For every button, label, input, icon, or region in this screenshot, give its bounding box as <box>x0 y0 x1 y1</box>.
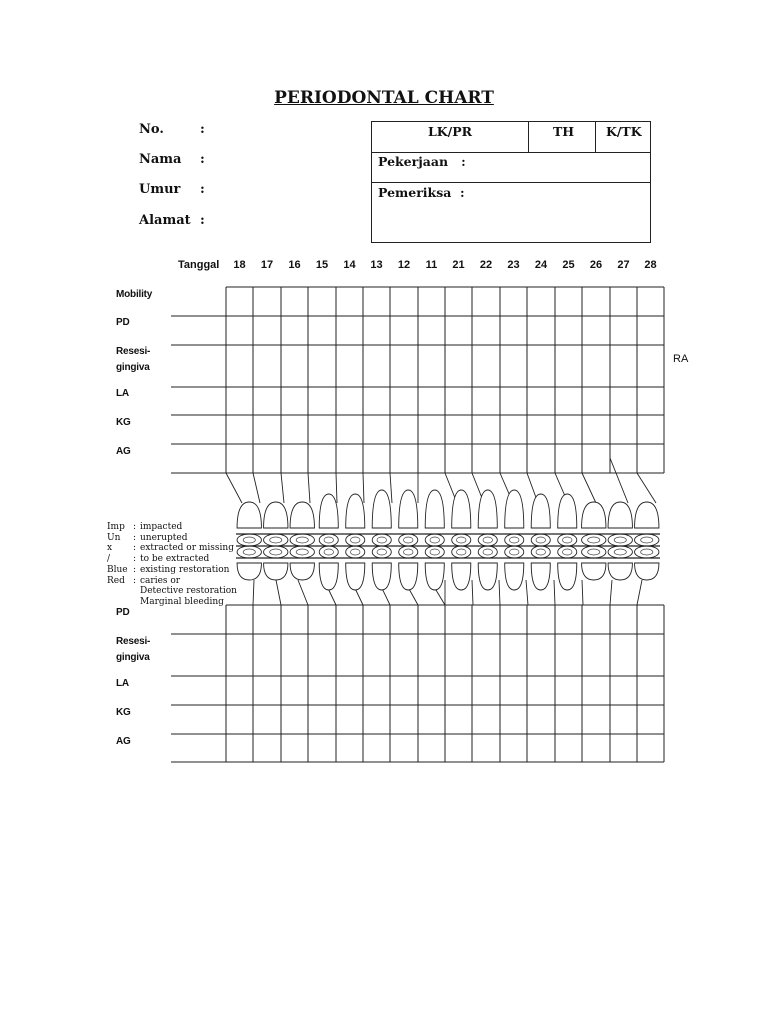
upper-tooth <box>608 502 632 528</box>
la-label-lower: LA <box>116 678 129 689</box>
date-label: Tanggal <box>178 259 220 271</box>
lower-occlusal <box>237 546 261 558</box>
tooth-number: 28 <box>644 259 657 271</box>
ag-label-lower: AG <box>116 736 131 747</box>
resesi-label: Resesi- <box>116 346 151 357</box>
leader-line <box>298 580 308 605</box>
leader-line <box>336 473 337 503</box>
lower-tooth <box>319 563 338 590</box>
upper-occlusal <box>635 534 659 546</box>
legend-continuation: Marginal bleeding <box>140 596 224 607</box>
lower-occlusal <box>452 546 471 558</box>
lower-occlusal <box>264 546 288 558</box>
upper-occlusal <box>558 534 577 546</box>
ktk-label: K/TK <box>606 124 642 139</box>
legend-item: x : extracted or missing <box>107 543 234 554</box>
tooth-number: 23 <box>507 259 520 271</box>
tooth-number: 14 <box>343 259 356 271</box>
lower-occlusal <box>635 546 659 558</box>
upper-occlusal <box>319 534 338 546</box>
lower-occlusal <box>372 546 391 558</box>
leader-line <box>610 580 612 605</box>
umur-colon: : <box>200 182 205 197</box>
nama-label: Nama <box>139 152 182 167</box>
upper-tooth <box>372 490 391 528</box>
upper-occlusal <box>425 534 444 546</box>
lower-grid <box>171 605 664 762</box>
lower-tooth <box>582 563 606 580</box>
legend-continuation: Detective restoration <box>140 586 237 597</box>
lower-tooth <box>399 563 418 590</box>
lower-occlusal <box>425 546 444 558</box>
pd-label: PD <box>116 317 130 328</box>
tooth-number: 21 <box>452 259 465 271</box>
legend-item: Un : unerupted <box>107 532 188 543</box>
leader-line <box>308 473 310 503</box>
upper-tooth <box>531 494 550 528</box>
upper-occlusal <box>290 534 314 546</box>
lower-tooth <box>290 563 314 580</box>
legend-item: Blue : existing restoration <box>107 564 230 575</box>
upper-occlusal <box>531 534 550 546</box>
lower-occlusal <box>531 546 550 558</box>
pemeriksa-label: Pemeriksa : <box>378 185 465 200</box>
leader-line <box>554 580 555 605</box>
no-colon: : <box>200 122 205 137</box>
lower-tooth <box>425 563 444 590</box>
lower-tooth <box>635 563 659 580</box>
upper-occlusal <box>582 534 606 546</box>
tooth-number: 15 <box>315 259 329 271</box>
lower-occlusal <box>582 546 606 558</box>
resesi-label-lower: Resesi- <box>116 636 151 647</box>
gingiva-label-lower: gingiva <box>116 652 150 663</box>
kg-label: KG <box>116 417 131 428</box>
lower-tooth <box>558 563 577 590</box>
lower-occlusal <box>558 546 577 558</box>
pekerjaan-label: Pekerjaan : <box>378 154 466 169</box>
tooth-number: 13 <box>370 259 383 271</box>
leader-line <box>582 580 583 605</box>
leader-line <box>226 473 242 503</box>
alamat-label: Alamat <box>139 213 191 228</box>
leader-line <box>637 580 642 605</box>
page-title: PERIODONTAL CHART <box>274 88 494 108</box>
upper-tooth <box>582 502 606 528</box>
leader-line <box>276 580 281 605</box>
legend <box>107 522 237 608</box>
upper-occlusal <box>372 534 391 546</box>
upper-tooth <box>237 502 261 528</box>
lower-occlusal <box>478 546 497 558</box>
legend-item: / : to be extracted <box>107 554 210 565</box>
upper-occlusal <box>237 534 261 546</box>
legend-item: Red : caries or <box>107 575 181 586</box>
tooth-number: 11 <box>425 259 438 271</box>
leader-line <box>253 580 254 605</box>
upper-occlusal <box>608 534 632 546</box>
upper-tooth <box>558 494 577 528</box>
upper-occlusal <box>452 534 471 546</box>
umur-label: Umur <box>139 182 181 197</box>
upper-tooth <box>319 494 338 528</box>
pd-label-lower: PD <box>116 607 130 618</box>
legend-item: Imp : impacted <box>107 522 183 532</box>
lower-tooth <box>478 563 497 590</box>
upper-tooth <box>346 494 365 528</box>
leader-line <box>582 473 596 503</box>
lower-tooth <box>531 563 550 590</box>
tooth-number: 26 <box>589 259 603 271</box>
upper-tooth <box>452 490 471 528</box>
gingiva-label: gingiva <box>116 362 150 373</box>
lower-tooth <box>608 563 632 580</box>
upper-occlusal <box>399 534 418 546</box>
dental-arch-illustration <box>236 490 660 590</box>
kg-label-lower: KG <box>116 707 131 718</box>
no-label: No. <box>139 122 164 137</box>
lower-occlusal <box>290 546 314 558</box>
la-label: LA <box>116 388 129 399</box>
upper-occlusal <box>346 534 365 546</box>
lower-occlusal <box>399 546 418 558</box>
upper-occlusal <box>478 534 497 546</box>
upper-tooth <box>264 502 288 528</box>
alamat-colon: : <box>200 213 205 228</box>
lower-occlusal <box>319 546 338 558</box>
upper-occlusal <box>505 534 524 546</box>
ra-label: RA <box>673 353 689 365</box>
leader-line <box>499 580 500 605</box>
th-label: TH <box>553 124 575 139</box>
leader-line <box>281 473 284 503</box>
upper-tooth <box>505 490 524 528</box>
tooth-number: 27 <box>617 259 630 271</box>
upper-tooth <box>399 490 418 528</box>
lower-tooth <box>264 563 288 580</box>
lower-tooth <box>346 563 365 590</box>
tooth-number: 25 <box>562 259 575 271</box>
upper-tooth <box>290 502 314 528</box>
leader-line <box>610 458 628 503</box>
tooth-number: 24 <box>534 259 548 271</box>
upper-tooth <box>635 502 659 528</box>
tooth-number: 22 <box>479 259 493 271</box>
leader-line <box>253 473 260 503</box>
upper-tooth <box>425 490 444 528</box>
lower-tooth <box>372 563 391 590</box>
leader-line <box>390 473 392 503</box>
tooth-number: 12 <box>397 259 411 271</box>
lower-occlusal <box>608 546 632 558</box>
ag-label: AG <box>116 446 131 457</box>
nama-colon: : <box>200 152 205 167</box>
tooth-number: 18 <box>233 259 246 271</box>
upper-occlusal <box>264 534 288 546</box>
mobility-label: Mobility <box>116 289 153 300</box>
tooth-number: 17 <box>260 259 274 271</box>
lower-occlusal <box>505 546 524 558</box>
leader-line <box>363 473 364 503</box>
leader-line <box>637 473 656 503</box>
lower-tooth <box>452 563 471 590</box>
leader-line <box>472 580 473 605</box>
leader-line <box>526 580 528 605</box>
lower-occlusal <box>346 546 365 558</box>
lkpr-label: LK/PR <box>428 124 473 139</box>
tooth-number: 16 <box>288 259 301 271</box>
upper-grid <box>171 287 664 473</box>
lower-tooth <box>505 563 524 590</box>
lower-tooth <box>237 563 261 580</box>
